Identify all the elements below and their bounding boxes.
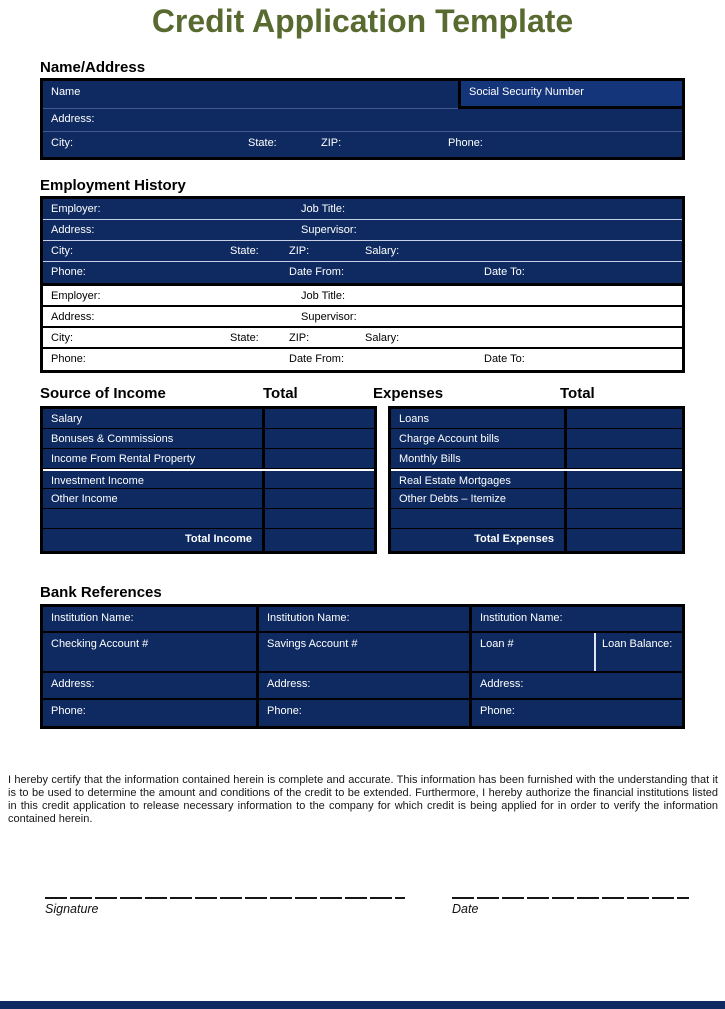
total-income-label: Total Income: [184, 533, 252, 545]
heading-income-total: Total: [263, 385, 298, 402]
state-label: State:: [230, 332, 259, 344]
checking-account-label: Checking Account #: [51, 638, 149, 650]
bank-address-row: [43, 673, 682, 700]
income-value-cell[interactable]: [262, 429, 374, 448]
institution-name-label: Institution Name:: [480, 612, 563, 624]
salary-label: Salary:: [365, 332, 400, 344]
zip-label: ZIP:: [321, 137, 342, 149]
income-value-cell[interactable]: [262, 489, 374, 508]
expense-row-label: Other Debts – Itemize: [399, 493, 506, 505]
employer-phone-field[interactable]: [43, 349, 682, 370]
section-heading-employment: Employment History: [40, 177, 186, 194]
address-label: Address:: [51, 311, 95, 323]
bank-address-field[interactable]: [256, 673, 469, 698]
bank-phone-field[interactable]: [469, 700, 682, 726]
expenses-table: [388, 406, 685, 554]
expense-row-label: Real Estate Mortgages: [399, 475, 511, 487]
bank-address-label: Address:: [480, 678, 524, 690]
employer-field[interactable]: [43, 199, 682, 220]
expense-value-cell[interactable]: [564, 429, 682, 448]
loan-balance-label: Loan Balance:: [602, 638, 673, 650]
job-title-label: Job Title:: [301, 203, 346, 215]
salary-label: Salary:: [365, 245, 400, 257]
income-value-cell[interactable]: [262, 509, 374, 528]
income-value-cell[interactable]: [262, 471, 374, 488]
institution-name-label: Institution Name:: [267, 612, 350, 624]
city-label: City:: [51, 137, 73, 149]
address-label: Address:: [51, 113, 95, 125]
bank-phone-label: Phone:: [267, 705, 302, 717]
employer-city-field[interactable]: [43, 328, 682, 349]
income-table: [40, 406, 377, 554]
job-title-label: Job Title:: [301, 290, 346, 302]
income-row-label: Income From Rental Property: [51, 453, 196, 465]
address-label: Address:: [51, 224, 95, 236]
bank-address-label: Address:: [51, 678, 95, 690]
heading-expenses-total: Total: [560, 385, 595, 402]
expense-row-label: [391, 509, 564, 528]
checking-account-field[interactable]: [43, 633, 256, 671]
bank-phone-field[interactable]: [43, 700, 256, 726]
supervisor-label: Supervisor:: [301, 224, 357, 236]
loan-balance-field[interactable]: [594, 633, 682, 671]
zip-label: ZIP:: [289, 332, 310, 344]
employment-history-table: [40, 196, 685, 373]
expense-value-cell[interactable]: [564, 471, 682, 488]
employment-block-2: [43, 283, 682, 370]
phone-label: Phone:: [448, 137, 483, 149]
address-field[interactable]: [43, 109, 682, 132]
bank-address-field[interactable]: [469, 673, 682, 698]
employer-field[interactable]: [43, 286, 682, 307]
city-state-zip-phone-field[interactable]: [43, 132, 682, 157]
section-heading-name-address: Name/Address: [40, 59, 146, 76]
institution-name-field[interactable]: [43, 607, 256, 631]
loan-cell-group: [469, 633, 682, 671]
employer-phone-field[interactable]: [43, 262, 682, 283]
date-from-label: Date From:: [289, 266, 345, 278]
signature-line[interactable]: [45, 897, 405, 899]
name-field[interactable]: [43, 81, 458, 109]
bank-address-label: Address:: [267, 678, 311, 690]
income-row-label: Other Income: [51, 493, 118, 505]
income-row-label: Salary: [51, 413, 83, 425]
loan-number-label: Loan #: [480, 638, 514, 650]
total-income-value-cell[interactable]: [262, 529, 374, 551]
income-value-cell[interactable]: [262, 449, 374, 468]
page-bottom-border: [0, 1001, 725, 1009]
expense-value-cell[interactable]: [564, 489, 682, 508]
city-label: City:: [51, 245, 73, 257]
loan-number-field[interactable]: [472, 633, 594, 671]
expense-value-cell[interactable]: [564, 449, 682, 468]
heading-source-of-income: Source of Income: [40, 385, 166, 402]
section-heading-bank-references: Bank References: [40, 584, 162, 601]
institution-name-field[interactable]: [256, 607, 469, 631]
savings-account-field[interactable]: [256, 633, 469, 671]
employer-label: Employer:: [51, 290, 101, 302]
name-address-table: [40, 78, 685, 160]
employer-address-field[interactable]: [43, 220, 682, 241]
bank-phone-label: Phone:: [51, 705, 86, 717]
expense-value-cell[interactable]: [564, 409, 682, 428]
certification-paragraph: I hereby certify that the information contained herein is complete and accurate. This information has been furnished with the understanding that it is to be used to determine the amount and conditions of the credit to be extended. Furthermore, I hereby authorize the financial institutions listed in this credit application to release necessary information to the company for which credit is being applied for in order to verify the information contained herein.: [8, 774, 718, 825]
date-label: Date: [452, 902, 479, 916]
signature-label: Signature: [45, 902, 99, 916]
state-label: State:: [230, 245, 259, 257]
employer-address-field[interactable]: [43, 307, 682, 328]
bank-phone-field[interactable]: [256, 700, 469, 726]
expense-row-label: Charge Account bills: [399, 433, 500, 445]
account-number-row: [43, 633, 682, 673]
bank-address-field[interactable]: [43, 673, 256, 698]
bank-phone-label: Phone:: [480, 705, 515, 717]
expense-value-cell[interactable]: [564, 509, 682, 528]
date-line[interactable]: [452, 897, 689, 899]
income-row-label: Investment Income: [51, 475, 144, 487]
total-expenses-value-cell[interactable]: [564, 529, 682, 551]
ssn-field[interactable]: [458, 81, 682, 109]
institution-name-label: Institution Name:: [51, 612, 134, 624]
income-row-label: [43, 509, 262, 528]
city-label: City:: [51, 332, 73, 344]
employer-city-field[interactable]: [43, 241, 682, 262]
name-label: Name: [51, 86, 81, 98]
name-row: [43, 81, 682, 109]
zip-label: ZIP:: [289, 245, 310, 257]
employment-block-1: [43, 199, 682, 283]
total-expenses-label: Total Expenses: [474, 533, 554, 545]
employer-label: Employer:: [51, 203, 101, 215]
supervisor-label: Supervisor:: [301, 311, 357, 323]
savings-account-label: Savings Account #: [267, 638, 358, 650]
expense-row-label: Loans: [399, 413, 429, 425]
phone-label: Phone:: [51, 266, 86, 278]
institution-name-field[interactable]: [469, 607, 682, 631]
institution-name-row: [43, 607, 682, 633]
date-to-label: Date To:: [484, 266, 525, 278]
income-value-cell[interactable]: [262, 409, 374, 428]
phone-label: Phone:: [51, 353, 86, 365]
ssn-label: Social Security Number: [469, 86, 584, 98]
state-label: State:: [248, 137, 277, 149]
date-to-label: Date To:: [484, 353, 525, 365]
income-row-label: Bonuses & Commissions: [51, 433, 174, 445]
heading-expenses: Expenses: [373, 385, 444, 402]
date-from-label: Date From:: [289, 353, 345, 365]
page-title: Credit Application Template: [151, 3, 574, 39]
bank-phone-row: [43, 700, 682, 726]
expense-row-label: Monthly Bills: [399, 453, 461, 465]
bank-references-table: [40, 604, 685, 729]
